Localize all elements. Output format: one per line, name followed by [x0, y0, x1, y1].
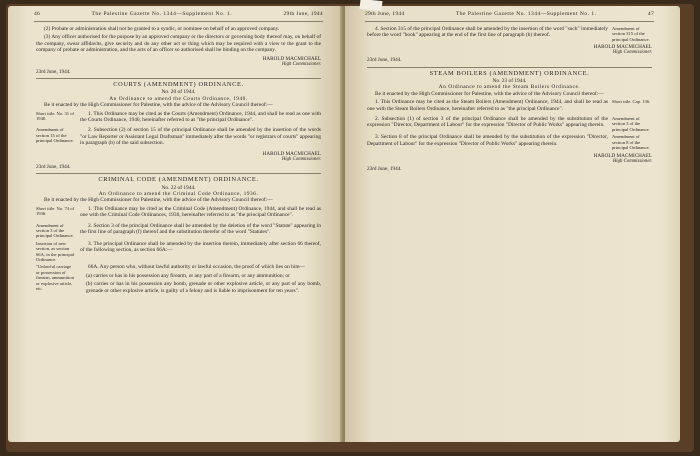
signature-title: High Commissioner. [281, 156, 321, 162]
section-text: 3. Section 8 of the principal Ordinance shall be amended by the substitution of the expression "Director, Department of Labour" for the expression "Director of Public Works" appearing therein. [367, 134, 608, 147]
section-text: 3. The principal Ordinance shall be amended by the insertion therein, immediately after section 66 thereof, of the following section, as section 66A:— [80, 240, 321, 254]
date: 23rd June, 1944. [367, 57, 402, 64]
date: 23rd June, 1944. [36, 163, 71, 170]
signature-title: High Commissioner. [612, 50, 652, 56]
paragraph: (2) Probate or administration shall not be granted to a syndic, or nominee on behalf of an approved company. [44, 26, 280, 32]
section-text: 1. This Ordinance may be cited as the Criminal Code (Amendment) Ordinance, 1944, and shall be read as one with the Criminal Code Ordinances, 1936, hereinafter referred to as "the principal Ordinance". [80, 205, 321, 219]
margin-note: Amendment of section 3 of the principal Ordinance. [36, 222, 74, 239]
left-body [36, 26, 321, 298]
section-row [36, 127, 321, 148]
margin-note: Short title. No. 31 of 1940. [36, 110, 75, 122]
right-header [365, 11, 654, 17]
section-row [367, 134, 652, 150]
ordinance-number: No. 20 of 1944. [161, 89, 196, 96]
right-page [345, 6, 680, 442]
section-row [367, 99, 652, 114]
ordinance-subtitle: An Ordinance to amend the Criminal Code Ordinance, 1936. [98, 190, 259, 197]
margin-note: Amendment of section 8 of the principal Ordinance. [612, 134, 650, 151]
signature: HAROLD MACMICHAEL [593, 44, 652, 51]
header-date: 29th June, 1944 [283, 11, 323, 17]
signature-block [367, 44, 652, 56]
left-page [8, 6, 343, 442]
page-number: 46 [34, 11, 41, 17]
signature-title: High Commissioner. [612, 158, 652, 164]
margin-note: Amendment of section 3 of the principal Ordinance. [612, 116, 650, 132]
divider [36, 173, 321, 174]
margin-note: Short title. Cap. 136. [612, 99, 651, 105]
ordinance-title: STEAM BOILERS (AMENDMENT) ORDINANCE. [429, 69, 590, 77]
section-row [367, 116, 652, 132]
signature: HAROLD MACMICHAEL [262, 55, 321, 62]
section-row [36, 223, 321, 239]
list-item: (a) carries or has in his possession any firearm, or any part of a firearm, or any ammunition; or [86, 272, 290, 279]
ordinance-subtitle: An Ordinance to amend the Steam Boilers Ordinance. [438, 84, 581, 91]
ordinance-subtitle: An Ordinance to amend the Courts Ordinance, 1940. [109, 95, 248, 102]
section-row [36, 206, 321, 221]
page-number: 47 [647, 11, 654, 17]
section-text: 2. Section 3 of the principal Ordinance shall be amended by the deletion of the word "Statute" appearing in the first line of paragraph (f) thereof and the substitution therefor of the word "Statutes". [80, 222, 321, 235]
section-row [36, 264, 321, 296]
left-header [34, 11, 323, 17]
divider [36, 78, 321, 79]
section-text: 2. Subsection (1) of section 3 of the principal Ordinance shall be amended by the substitution of the expression "Director, Department of Labour" for the expression "Director of Public Works" appearing therein. [367, 116, 608, 129]
enacting-clause: Be it enacted by the High Commissioner for Palestine, with the advice of the Advisory Council thereof:— [44, 197, 273, 204]
section-text-block [80, 264, 321, 296]
list-item: (b) carries or has in his possession any bomb, grenade or other explosive article, or any part of any bomb, grenade or other explosive article, is guilty of a felony and is liable to imprisonment for ten years". [86, 281, 321, 294]
section-text: 1. This Ordinance may be cited as the Steam Boilers (Amendment) Ordinance, 1944, and shall be read as one with the Steam Boilers Ordinance, hereinafter referred to as "the principal Ordinance". [367, 99, 608, 112]
section-text: 4. Section 315 of the principal Ordinance shall be amended by the insertion of the word "such" immediately before the word "book" appearing at the end of the first line of paragraph (b) thereof. [367, 26, 608, 39]
signature: HAROLD MACMICHAEL [262, 150, 321, 157]
section-text: 66A. Any person who, without lawful authority or lawful occasion, the proof of which lies on him— [88, 264, 305, 271]
header-rule [34, 21, 323, 22]
section-row [36, 111, 321, 126]
enacting-clause: Be it enacted by the High Commissioner for Palestine, with the advice of the Advisory Council thereof:— [44, 102, 273, 109]
margin-note: Amendment of section 15 of the principal Ordinance. [36, 127, 74, 144]
ordinance-title: COURTS (AMENDMENT) ORDINANCE. [113, 81, 244, 89]
ordinance-number: No. 23 of 1944. [492, 78, 527, 85]
header-title: The Palestine Gazette No. 1344—Supplement No. 1. [91, 11, 233, 17]
section-row [367, 26, 652, 42]
header-rule [365, 21, 654, 22]
section-text: 2. Subsection (2) of section 15 of the principal Ordinance shall be amended by the insertion of the words "or Law Reporter or Assistant Legal Draftsman" immediately after the words "or registrars of courts" appearing in paragraph (b) of the said subsection. [80, 127, 321, 147]
signature: HAROLD MACMICHAEL [593, 152, 652, 159]
right-body [367, 26, 652, 173]
date: 23rd June, 1944. [367, 165, 402, 172]
signature-block [36, 151, 321, 163]
margin-note: Short title. No. 74 of 1936. [36, 205, 75, 217]
margin-note: Amendment of section 315 of the principal Ordinance. [612, 26, 650, 42]
ordinance-title: CRIMINAL CODE (AMENDMENT) ORDINANCE. [98, 176, 259, 184]
margin-note: Insertion of new section, as section 66A, in the principal Ordinance. [36, 240, 75, 262]
section-row [36, 241, 321, 263]
signature-title: High Commissioner. [281, 61, 321, 67]
signature-block [36, 56, 321, 68]
signature-block [367, 153, 652, 165]
ordinance-number: No. 22 of 1944. [161, 184, 196, 191]
section-text: 1. This Ordinance may be cited as the Courts (Amendment) Ordinance, 1944, and shall be read as one with the Courts Ordinance, 1940, hereinafter referred to as "the principal Ordinance". [80, 110, 321, 124]
enacting-clause: Be it enacted by the High Commissioner for Palestine, with the advice of the Advisory Council thereof:— [375, 90, 604, 97]
date: 23rd June, 1944. [36, 68, 71, 75]
paragraph: (3) Any officer authorised for the purpose by an approved company or the directors or governing body thereof may, on behalf of the company, swear affidavits, give security and do any other act or thing which may be required with a view to the grant to the company of probate or administration, and the acts of an officer so authorised shall be binding on the company. [36, 34, 321, 54]
divider [367, 67, 652, 68]
margin-note: "Unlawful carriage or possession of firearm, ammunition or explosive article, etc. [36, 264, 75, 291]
header-date: 29th June, 1944 [365, 11, 405, 17]
header-title: The Palestine Gazette No. 1344—Supplement No. 1. [455, 11, 597, 17]
